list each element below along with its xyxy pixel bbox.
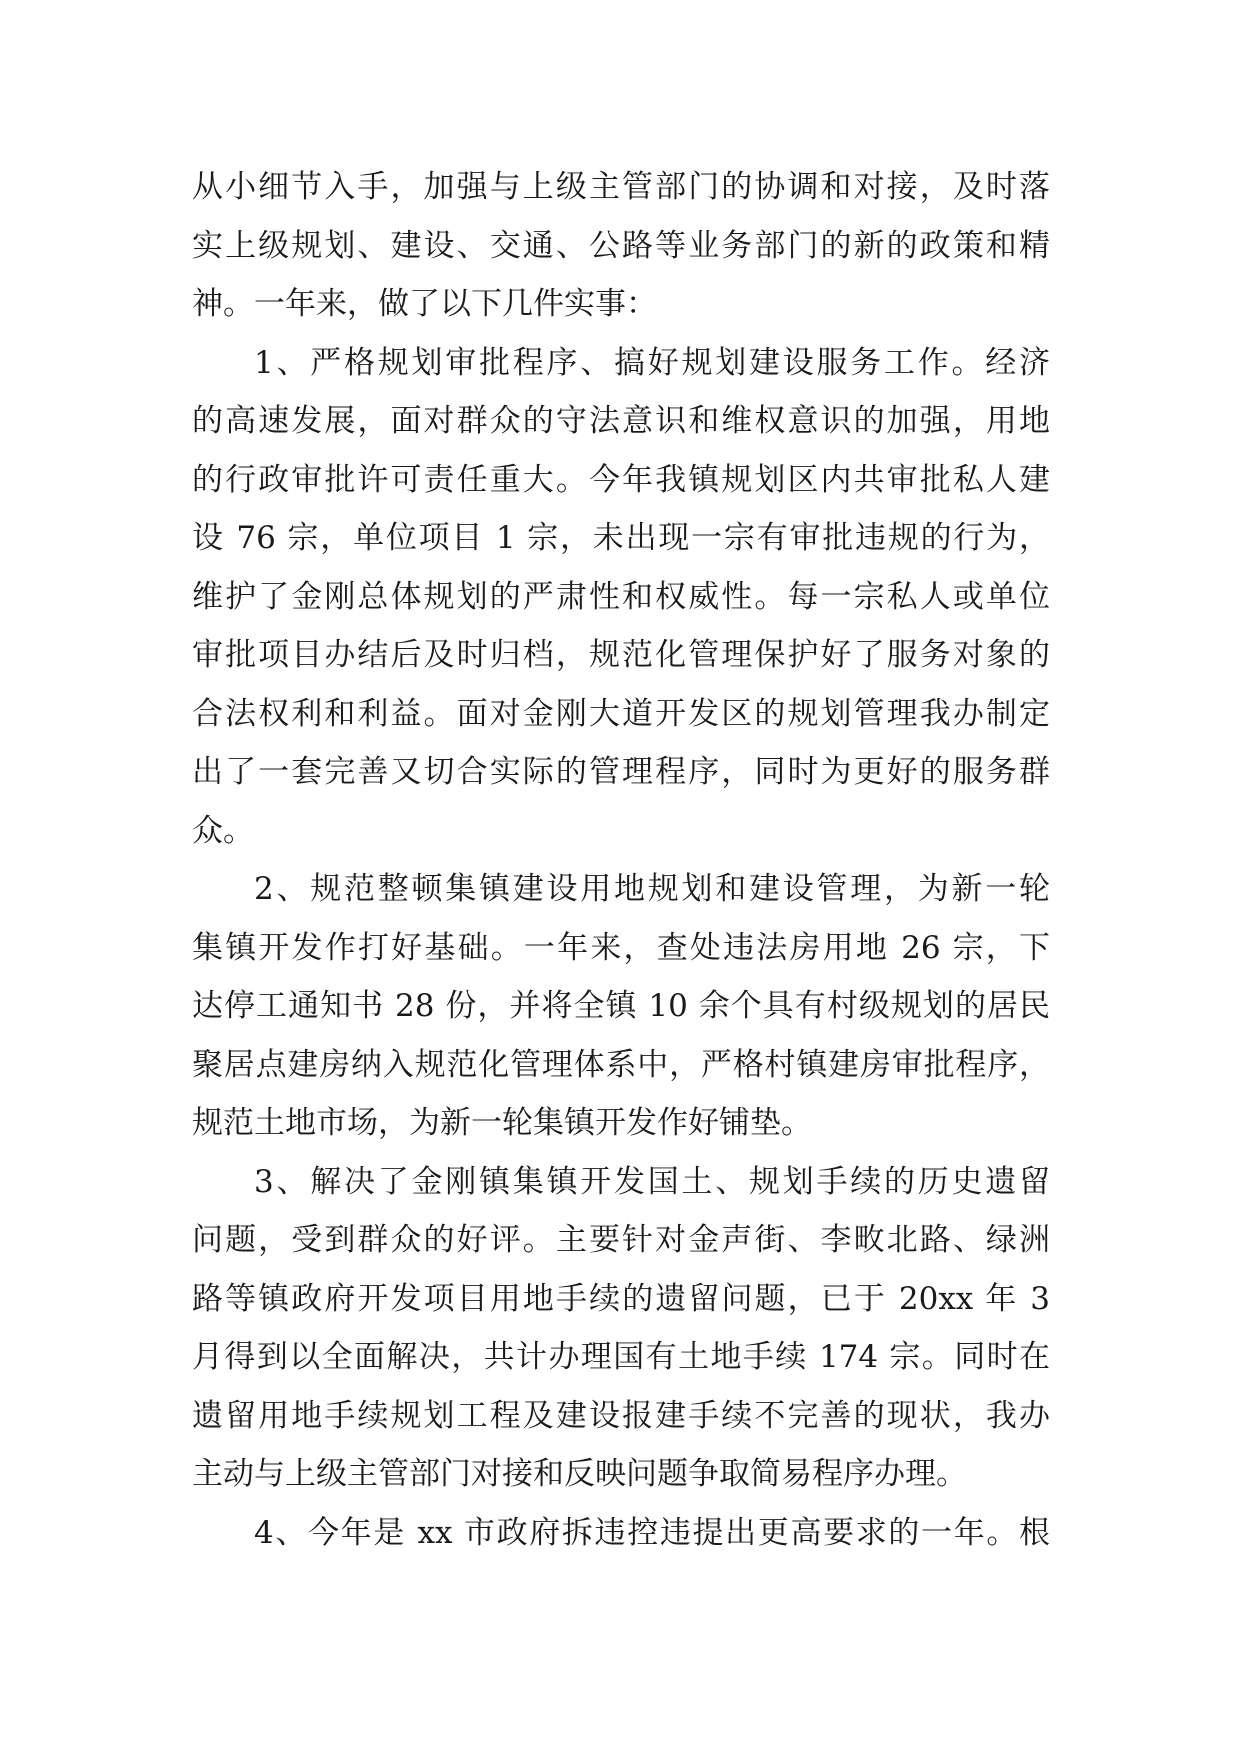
paragraph-3-first-line: 3、解决了金刚镇集镇开发国土、规划手续的历史遗留 [254, 1163, 1050, 1200]
text-line: 遗留用地手续规划工程及建设报建手续不完善的现状，我办 [192, 1397, 1050, 1434]
text-line: 从小细节入手，加强与上级主管部门的协调和对接，及时落 [192, 169, 1050, 205]
text-line: 神。一年来，做了以下几件实事： [192, 286, 657, 322]
text-line: 众。 [192, 812, 254, 849]
paragraph-1-first-line: 1、严格规划审批程序、搞好规划建设服务工作。经济 [254, 344, 1050, 381]
text-line: 达停工通知书 28 份，并将全镇 10 余个具有村级规划的居民 [192, 988, 1050, 1024]
text-line: 路等镇政府开发项目用地手续的遗留问题，已于 20xx 年 3 [192, 1280, 1050, 1317]
body-text [192, 158, 1050, 1562]
text-line: 的高速发展，面对群众的守法意识和维权意识的加强，用地 [192, 403, 1050, 439]
text-line: 实上级规划、建设、交通、公路等业务部门的新的政策和精 [192, 227, 1050, 264]
text-line: 集镇开发作打好基础。一年来，查处违法房用地 26 宗，下 [192, 929, 1050, 966]
text-line: 合法权利和利益。面对金刚大道开发区的规划管理我办制定 [192, 695, 1050, 732]
text-line: 的行政审批许可责任重大。今年我镇规划区内共审批私人建 [192, 461, 1050, 498]
text-line: 聚居点建房纳入规范化管理体系中，严格村镇建房审批程序， [192, 1046, 1050, 1083]
text-line: 维护了金刚总体规划的严肃性和权威性。每一宗私人或单位 [192, 578, 1050, 615]
text-line: 问题，受到群众的好评。主要针对金声街、李畋北路、绿洲 [192, 1222, 1050, 1258]
text-line: 审批项目办结后及时归档，规范化管理保护好了服务对象的 [192, 637, 1050, 673]
text-line: 主动与上级主管部门对接和反映问题争取简易程序办理。 [192, 1456, 967, 1492]
paragraph-4-first-line: 4、今年是 xx 市政府拆违控违提出更高要求的一年。根 [254, 1514, 1050, 1551]
text-line: 出了一套完善又切合实际的管理程序，同时为更好的服务群 [192, 754, 1050, 790]
text-line: 月得到以全面解决，共计办理国有土地手续 174 宗。同时在 [192, 1339, 1050, 1375]
paragraph-2-first-line: 2、规范整顿集镇建设用地规划和建设管理，为新一轮 [254, 871, 1050, 907]
text-line: 规范土地市场，为新一轮集镇开发作好铺垫。 [192, 1105, 812, 1141]
text-line: 设 76 宗，单位项目 1 宗，未出现一宗有审批违规的行为， [192, 520, 1050, 556]
